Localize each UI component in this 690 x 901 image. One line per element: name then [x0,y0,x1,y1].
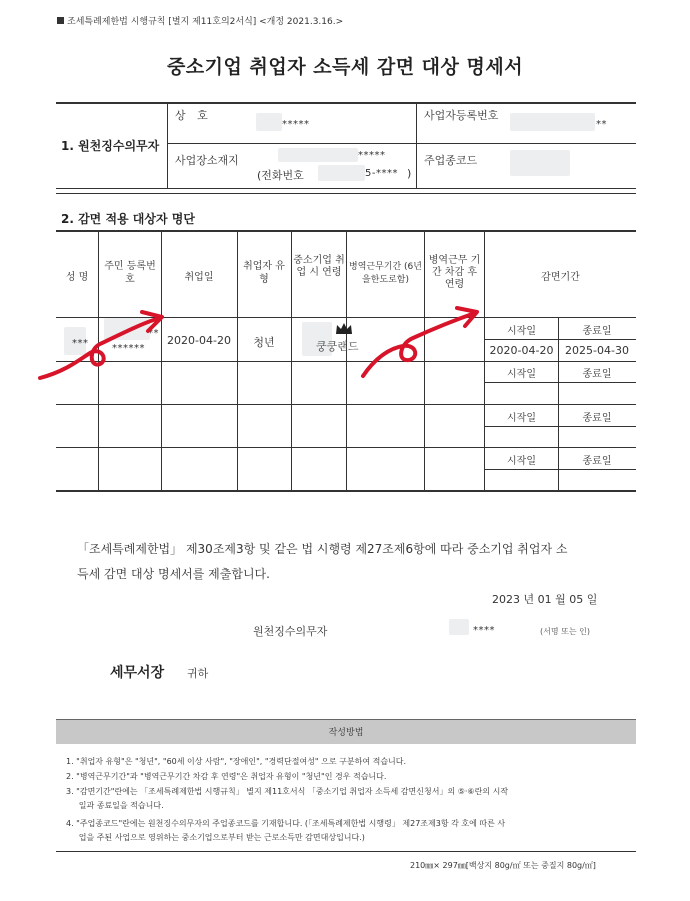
row3-end-label: 종료일 [582,413,612,424]
section1-bottom-border [56,188,636,189]
col-header-resident-no: 주민 등록번호 [104,261,156,285]
guide-item-3: 3. "감면기간"란에는 「조세특례제한법 시행규칙」 별지 제11호서식 「중소기업 취업자 소득세 감면신청서」의 ⑤·⑥란의 시작 [66,787,509,796]
row4-end-label: 종료일 [582,456,612,467]
section1-divider [167,103,168,189]
period-sub-divider [485,469,636,470]
tax-office-title: 세무서장 [110,665,165,681]
sign-note: (서명 또는 인) [540,627,590,636]
phone-suffix: ) [407,167,412,180]
redacted-block [510,113,595,131]
crown-icon [336,323,352,334]
withholder-value: **** [473,625,495,636]
period-sub-divider [485,426,636,427]
guide-bottom-border [56,851,636,852]
row1-start-date: 2020-04-20 [489,344,554,357]
phone-value: 5-**** [365,168,398,179]
row1-resident-no: ****** [112,343,145,354]
watermark-logo: 쿵쿵랜드 [316,340,359,353]
phone-prefix: (전화번호 [257,169,304,182]
form-reference: 조세특례제한법 시행규칙 [별지 제11호의2서식] <개정 2021.3.16.> [57,14,343,27]
company-name-label: 상 호 [175,109,212,122]
col-header-age: 중소기업 취업 시 연령 [293,255,345,278]
period-sub-divider [485,382,636,383]
company-name-value: ***** [282,119,310,130]
address-label: 사업장소재지 [175,154,239,167]
row-divider [56,404,636,405]
row4-start-label: 시작일 [507,456,536,467]
section1-title: 1. 원천징수의무자 [61,139,160,153]
statement-line-1: 「조세특례제한법」 제30조제3항 및 같은 법 시행령 제27조제6항에 따라 중소기업 취업자 소 [77,542,568,556]
guide-item-2: 2. "병역근무기간"과 "병역근무기간 차감 후 연령"은 취업자 유형이 "청년"인 경우 적습니다. [66,772,387,781]
col-header-military: 병역근무기간 (6년을한도로함) [349,262,422,285]
industry-code-label: 주업종코드 [424,154,478,167]
col-header-hire-date: 취업일 [184,272,214,283]
redacted-block [449,619,469,635]
section1-col-divider [416,103,417,189]
business-number-value: ** [596,119,607,130]
page-title: 중소기업 취업자 소득세 감면 대상 명세서 [166,56,524,78]
row3-start-label: 시작일 [507,413,536,424]
col-header-name: 성 명 [65,272,89,283]
col-header-period: 감면기간 [541,272,580,283]
guide-item-1: 1. "취업자 유형"은 "청년", "60세 이상 사람", "장애인", "경력단절여성" 으로 구분하여 적습니다. [66,757,407,766]
red-arrow-icon [355,298,490,383]
business-number-label: 사업자등록번호 [424,109,499,122]
row2-end-label: 종료일 [582,369,612,380]
row1-hire-date: 2020-04-20 [167,334,231,347]
section2-top-border [56,193,636,194]
col-header-age-after: 병역근무 기간 차감 후 연령 [428,255,481,290]
guide-item-4: 4. "주업종코드"란에는 원천징수의무자의 주업종코드를 기재합니다. (「조세특례제한법 시행령」 제27조제3항 각 호에 따른 사 [66,819,506,828]
address-value: ***** [358,150,386,161]
redacted-block [510,150,570,176]
square-bullet-icon [57,17,64,24]
row-divider [56,447,636,448]
statement-line-2: 득세 감면 대상 명세서를 제출합니다. [77,567,270,581]
withholder-label: 원천징수의무자 [253,625,328,638]
paper-spec: 210㎜× 297㎜[백상지 80g/㎡ 또는 중질지 80g/㎡] [410,861,596,870]
row2-start-label: 시작일 [507,369,536,380]
section1-row-divider [168,143,636,144]
guide-title: 작성방법 [328,728,364,738]
red-arrow-icon [30,300,180,385]
row1-end-label: 종료일 [582,326,612,337]
section1-top-border [56,102,636,104]
redacted-block [256,113,282,131]
redacted-block [278,148,358,162]
guide-item-4-cont: 업을 주된 사업으로 영위하는 중소기업으로부터 받는 근로소득만 감면대상입니다.) [66,833,365,842]
redacted-block [318,165,365,181]
col-header-type: 취업자 유형 [243,261,285,285]
row1-end-date: 2025-04-30 [565,344,629,357]
row1-start-label: 시작일 [507,326,536,337]
submission-date: 2023 년 01 월 05 일 [492,593,598,606]
row1-name: *** [72,338,89,349]
guide-item-3-cont: 일과 종료일을 적습니다. [66,801,164,810]
section2-title: 2. 감면 적용 대상자 명단 [61,212,195,226]
period-sub-divider [485,339,636,340]
row1-resident-suffix: ** [148,328,159,339]
row1-type: 청년 [253,336,275,349]
tax-office-suffix: 귀하 [187,667,209,680]
